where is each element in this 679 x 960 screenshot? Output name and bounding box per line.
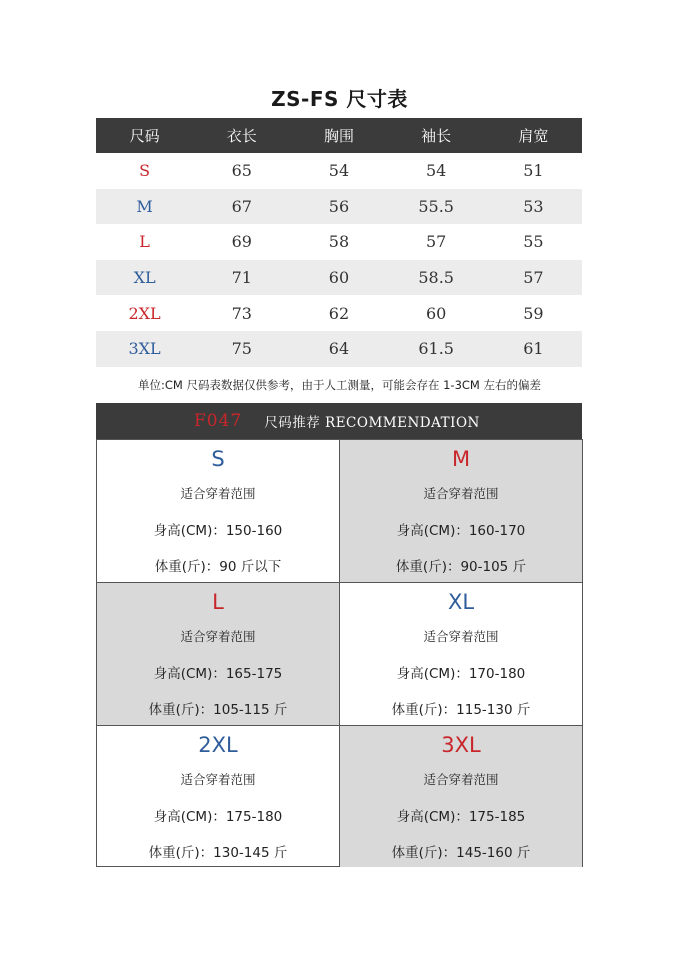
chest-cell: 58	[328, 232, 350, 252]
header-length: 衣长	[193, 118, 290, 153]
header-size: 尺码	[96, 118, 193, 153]
measurement-note: 单位:CM 尺码表数据仅供参考，由于人工测量，可能会存在 1-3CM 左右的偏差	[137, 378, 542, 392]
height-range: 身高(CM)：170-180	[396, 666, 526, 682]
recommendation-grid	[96, 439, 582, 867]
sleeve-cell: 58.5	[388, 260, 485, 296]
recommendation-size: L	[212, 590, 224, 614]
fit-range-label: 适合穿着范围	[423, 772, 499, 787]
recommendation-cell-m	[340, 439, 583, 582]
table-row	[96, 295, 582, 331]
recommendation-header	[96, 403, 582, 439]
shoulder-cell: 51	[523, 161, 544, 181]
size-cell: M	[96, 189, 193, 225]
recommendation-size: XL	[447, 590, 475, 614]
size-cell: XL	[96, 260, 193, 296]
recommendation-cell-2xl	[97, 725, 340, 867]
size-table-header-row	[96, 118, 582, 153]
recommendation-cell-3xl	[340, 725, 583, 867]
sleeve-cell: 54	[425, 161, 447, 181]
height-range: 身高(CM)：160-170	[396, 523, 526, 539]
length-cell: 73	[231, 303, 252, 323]
shoulder-cell: 57	[485, 260, 582, 296]
weight-range: 体重(斤)：115-130 斤	[391, 702, 531, 718]
shoulder-cell: 55	[523, 232, 544, 252]
sleeve-cell: 61.5	[388, 331, 485, 367]
length-cell: 69	[231, 232, 252, 252]
fit-range-label: 适合穿着范围	[423, 486, 499, 501]
shoulder-cell: 59	[523, 303, 544, 323]
recommendation-size: 2XL	[198, 733, 238, 757]
recommendation-size: M	[451, 447, 471, 471]
height-range: 身高(CM)：175-180	[153, 809, 283, 825]
sleeve-cell: 55.5	[388, 189, 485, 225]
chest-cell: 56	[290, 189, 387, 225]
table-row	[96, 260, 582, 296]
fit-range-label: 适合穿着范围	[180, 486, 256, 501]
length-cell: 65	[231, 161, 252, 181]
weight-range: 体重(斤)：90 斤以下	[154, 559, 282, 575]
size-cell: S	[139, 161, 151, 181]
fit-range-label: 适合穿着范围	[423, 629, 499, 644]
fit-range-label: 适合穿着范围	[180, 629, 256, 644]
shoulder-cell: 53	[485, 189, 582, 225]
chest-cell: 60	[290, 260, 387, 296]
chest-cell: 54	[328, 161, 350, 181]
length-cell: 67	[193, 189, 290, 225]
chest-cell: 62	[328, 303, 350, 323]
size-cell: 2XL	[128, 303, 161, 323]
fit-range-label: 适合穿着范围	[180, 772, 256, 787]
header-chest: 胸围	[290, 118, 387, 153]
header-sleeve: 袖长	[388, 118, 485, 153]
table-row	[96, 224, 582, 260]
length-cell: 71	[193, 260, 290, 296]
chest-cell: 64	[290, 331, 387, 367]
table-row	[96, 189, 582, 225]
sleeve-cell: 57	[425, 232, 447, 252]
header-shoulder: 肩宽	[485, 118, 582, 153]
length-cell: 75	[193, 331, 290, 367]
recommendation-cell-l	[97, 582, 340, 725]
recommendation-size: S	[211, 447, 225, 471]
size-table	[96, 118, 582, 367]
recommendation-size: 3XL	[441, 733, 481, 757]
table-row	[96, 331, 582, 367]
size-cell: 3XL	[96, 331, 193, 367]
sleeve-cell: 60	[425, 303, 447, 323]
recommendation-label: 尺码推荐 RECOMMENDATION	[264, 415, 480, 431]
height-range: 身高(CM)：150-160	[153, 523, 283, 539]
weight-range: 体重(斤)：90-105 斤	[395, 559, 527, 575]
weight-range: 体重(斤)：145-160 斤	[391, 845, 531, 861]
page-title: ZS-FS 尺寸表	[271, 87, 408, 111]
shoulder-cell: 61	[485, 331, 582, 367]
product-code: F047	[194, 411, 243, 431]
weight-range: 体重(斤)：130-145 斤	[148, 845, 288, 861]
height-range: 身高(CM)：175-185	[396, 809, 526, 825]
size-cell: L	[139, 232, 150, 252]
recommendation-cell-xl	[340, 582, 583, 725]
weight-range: 体重(斤)：105-115 斤	[148, 702, 288, 718]
table-row	[96, 153, 582, 189]
recommendation-cell-s	[97, 439, 340, 582]
height-range: 身高(CM)：165-175	[153, 666, 283, 682]
